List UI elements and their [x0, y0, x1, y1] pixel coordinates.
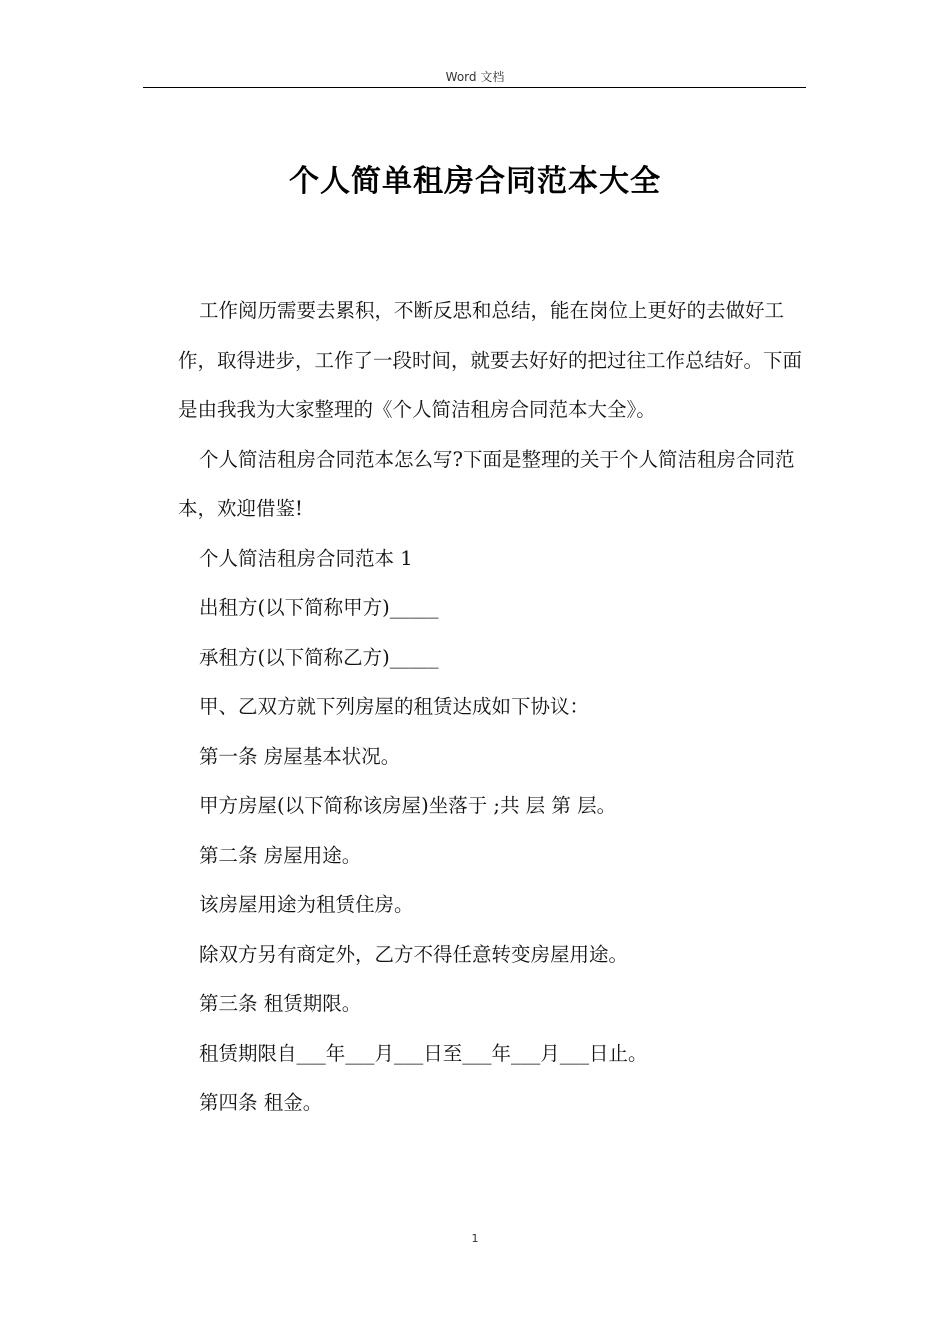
paragraph-intro: 工作阅历需要去累积，不断反思和总结，能在岗位上更好的去做好工作，取得进步，工作了一段时间，就要去好好的把过往工作总结好。下面是由我我为大家整理的《个人简洁租房合同范本大全》。 [178, 299, 803, 421]
paragraph-term: 租赁期限自___年___月___日至___年___月___日止。 [199, 1041, 648, 1065]
document-body [178, 286, 806, 1128]
header-rule [143, 87, 806, 88]
paragraph-lessee: 承租方(以下简称乙方)_____ [199, 645, 439, 669]
paragraph-agreement: 甲、乙双方就下列房屋的租赁达成如下协议： [199, 695, 590, 718]
page-number: 1 [471, 1232, 479, 1245]
paragraph-article-2: 第二条 房屋用途。 [199, 843, 362, 867]
paragraph-lessor: 出租方(以下简称甲方)_____ [199, 596, 439, 619]
document-title: 个人简单租房合同范本大全 [289, 164, 661, 199]
paragraph-article-3: 第三条 租赁期限。 [199, 992, 362, 1015]
paragraph-usage-restriction: 除双方另有商定外，乙方不得任意转变房屋用途。 [199, 942, 629, 966]
paragraph-how-to-write: 个人简洁租房合同范本怎么写?下面是整理的关于个人简洁租房合同范本，欢迎借鉴! [178, 447, 795, 520]
paragraph-sample-heading: 个人简洁租房合同范本 1 [199, 546, 413, 570]
paragraph-article-1: 第一条 房屋基本状况。 [199, 744, 401, 768]
paragraph-location: 甲方房屋(以下简称该房屋)坐落于 ;共 层 第 层。 [199, 794, 617, 817]
paragraph-usage: 该房屋用途为租赁住房。 [199, 893, 414, 916]
paragraph-article-4: 第四条 租金。 [199, 1091, 323, 1114]
header-label: Word 文档 [445, 70, 505, 84]
